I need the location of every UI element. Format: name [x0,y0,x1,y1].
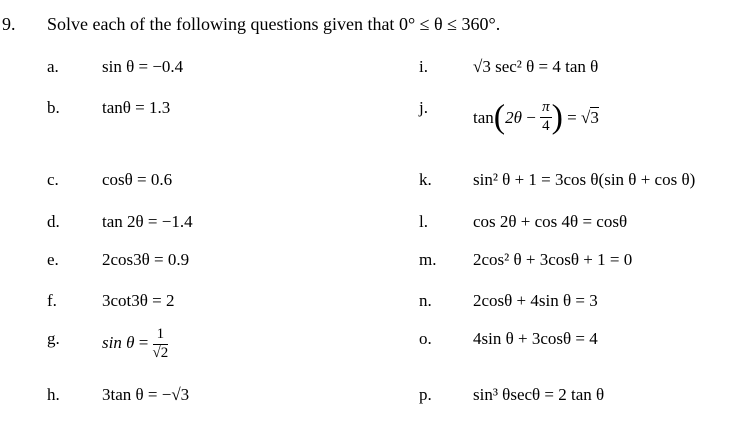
part-label-m: m. [419,250,437,269]
part-label-g: g. [47,329,60,348]
part-expr-l: cos 2θ + cos 4θ = cosθ [473,212,628,231]
part-expr-i: √3 sec² θ = 4 tan θ [473,57,599,76]
part-label-l: l. [419,212,428,231]
part-expr-g: sin θ = $\frac{1}{√2}$ [102,326,169,361]
part-label-a: a. [47,57,59,76]
part-expr-p: sin³ θsecθ = 2 tan θ [473,385,605,404]
part-expr-n: 2cosθ + 4sin θ = 3 [473,291,598,310]
part-label-f: f. [47,291,57,310]
fraction-pi-over-four: $\frac{\pi}{4}$ [542,99,550,134]
part-expr-h: 3tan θ = −√3 [102,385,190,404]
part-label-p: p. [419,385,432,404]
part-label-n: n. [419,291,432,310]
question-number: 9. [2,14,16,34]
part-label-i: i. [419,57,428,76]
part-expr-k: sin² θ + 1 = 3cos θ(sin θ + cos θ) [473,170,696,189]
part-expr-j: tan(2θ − $\frac{\pi}{4}$ ) = √3 [473,98,599,136]
fraction-one-over-root-two: $\frac{1}{√2}$ [152,326,169,361]
intro-text: Solve each of the following questions given that [47,14,395,34]
part-expr-b: tanθ = 1.3 [102,98,171,117]
angle-condition: 0° ≤ θ ≤ 360°. [398,14,501,34]
part-label-j: j. [419,98,428,117]
part-expr-m: 2cos² θ + 3cosθ + 1 = 0 [473,250,633,269]
part-label-o: o. [419,329,432,348]
part-expr-a: sin θ = −0.4 [102,57,184,76]
part-label-e: e. [47,250,59,269]
part-label-h: h. [47,385,60,404]
part-expr-d: tan 2θ = −1.4 [102,212,193,231]
part-label-k: k. [419,170,432,189]
part-label-c: c. [47,170,59,189]
part-label-b: b. [47,98,60,117]
part-expr-e: 2cos3θ = 0.9 [102,250,190,269]
part-expr-c: cosθ = 0.6 [102,170,173,189]
part-expr-o: 4sin θ + 3cosθ = 4 [473,329,598,348]
part-expr-f: 3cot3θ = 2 [102,291,175,310]
question-intro [47,15,500,33]
part-label-d: d. [47,212,60,231]
